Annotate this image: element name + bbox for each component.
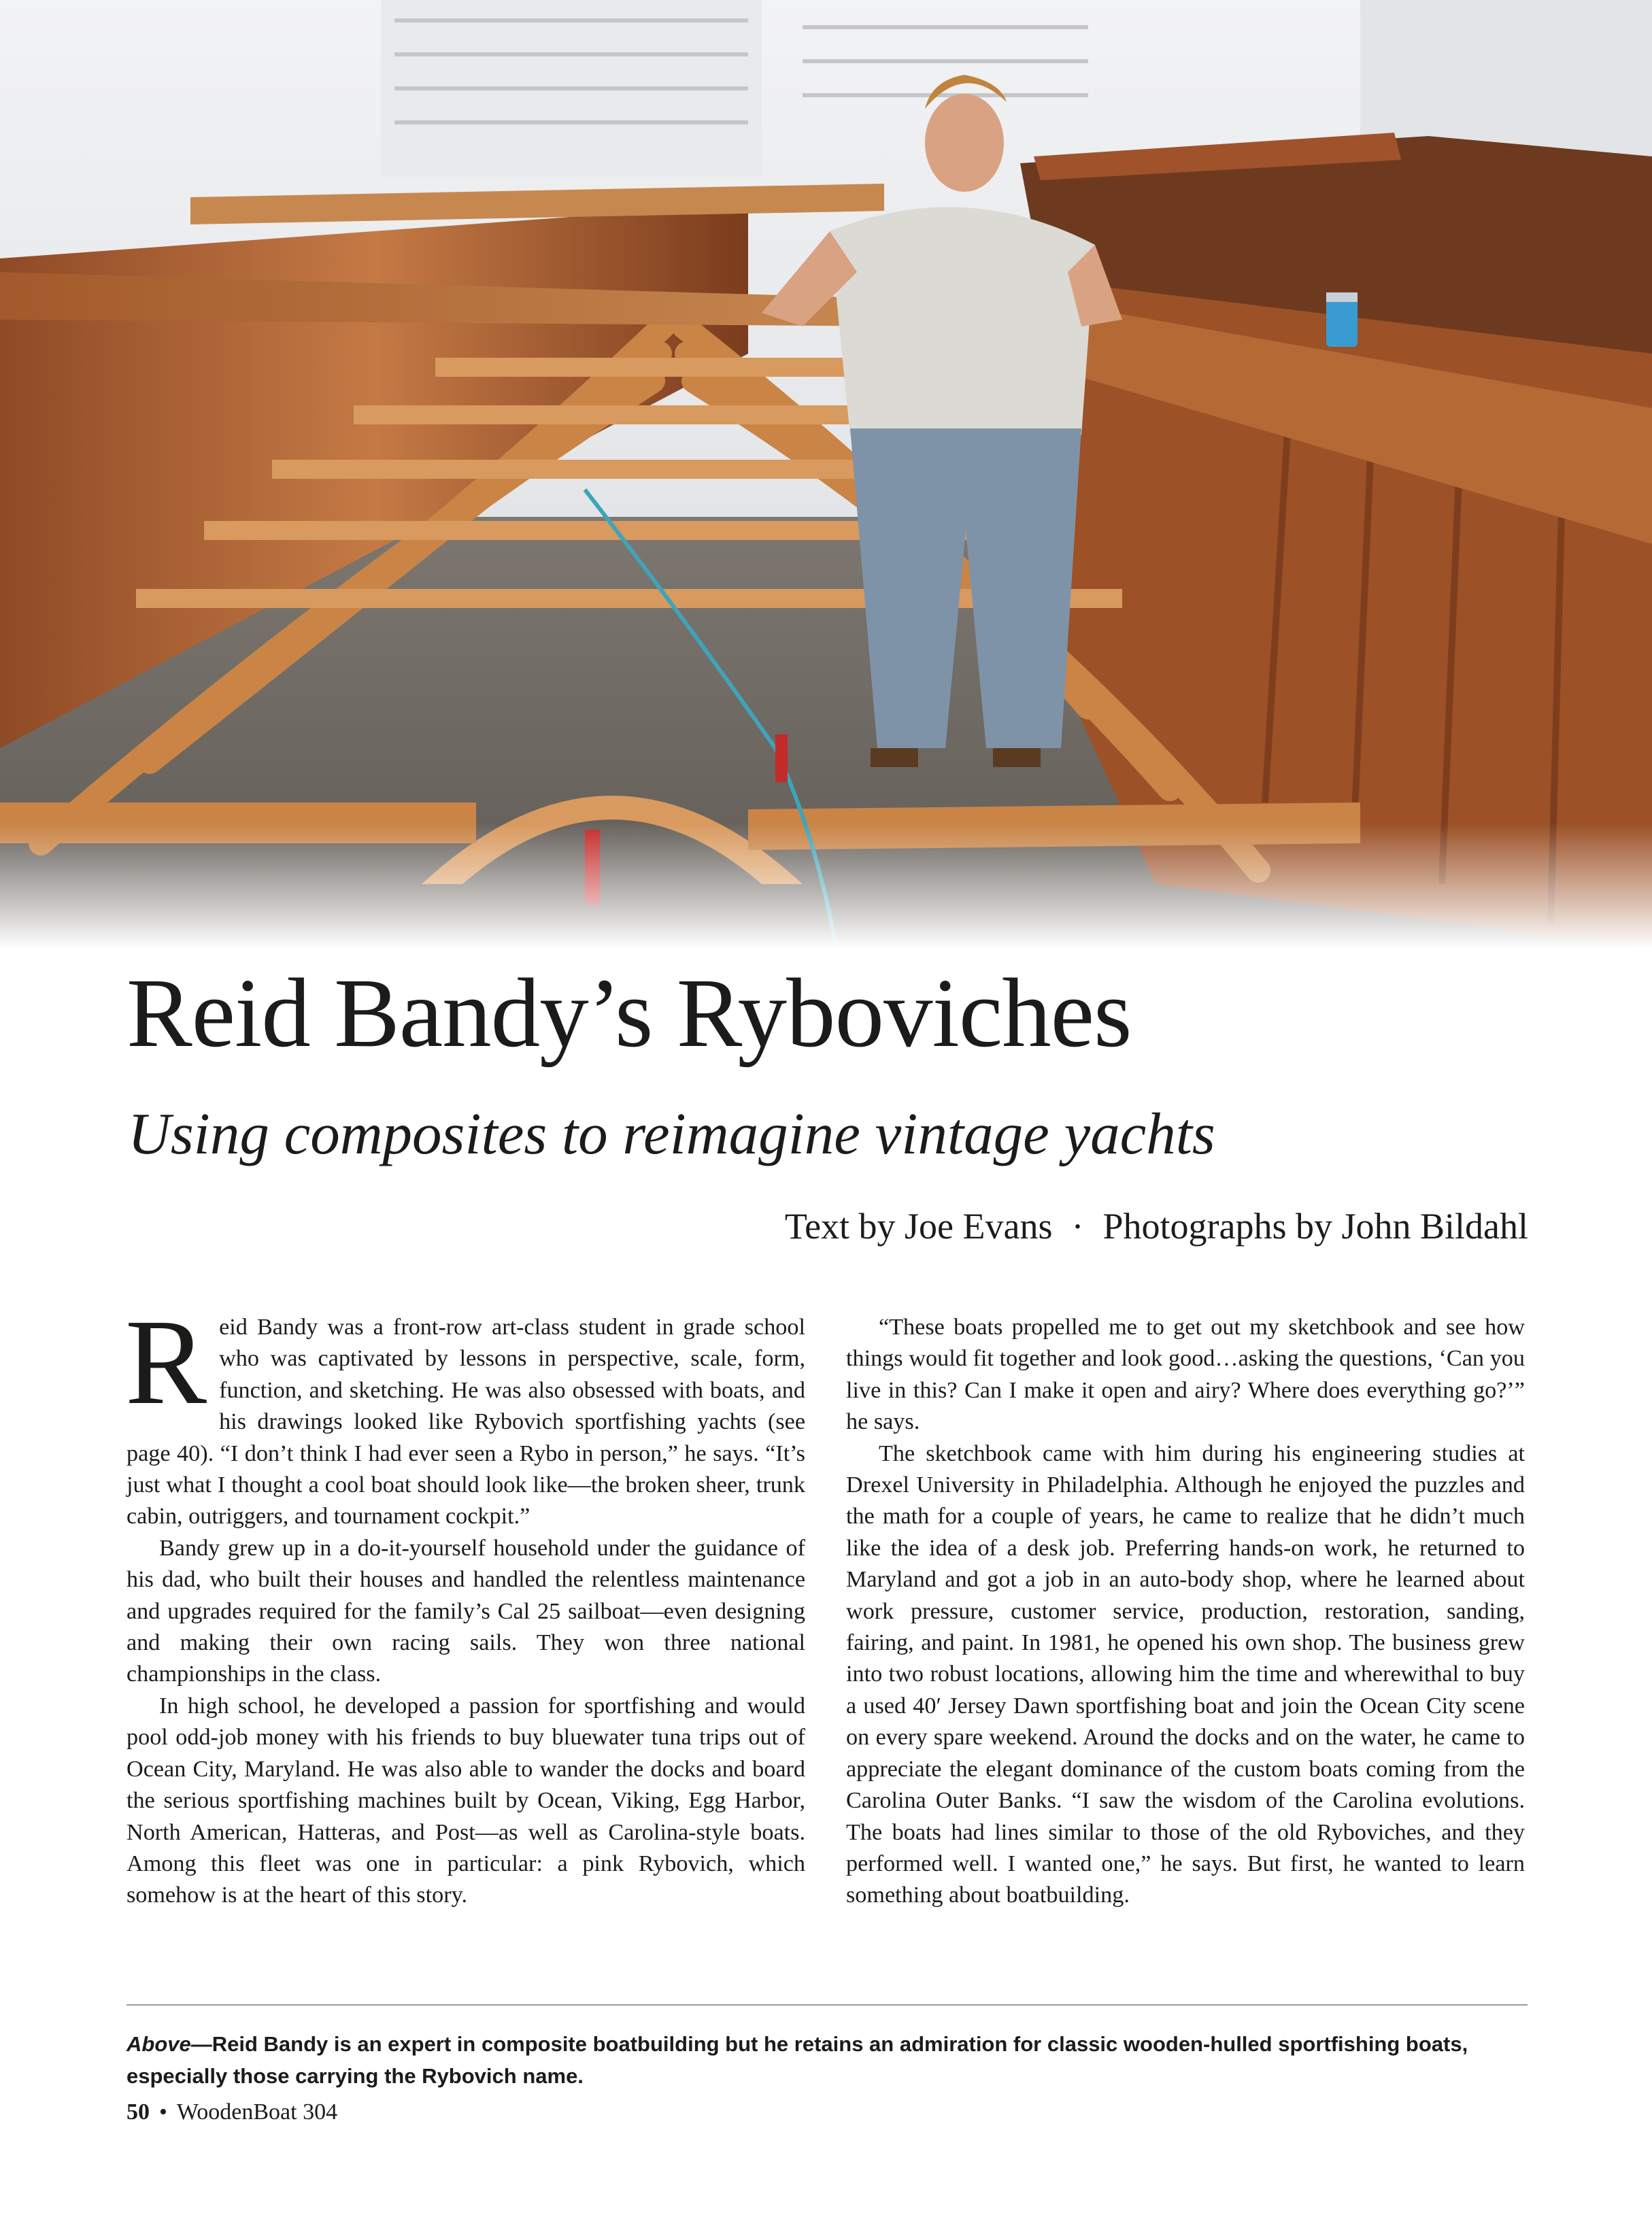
hero-photo — [0, 0, 1652, 949]
caption-divider — [127, 2004, 1528, 2006]
page-number: 50 — [127, 2099, 150, 2125]
caption-dash: — — [190, 2032, 212, 2056]
article-title: Reid Bandy’s Ryboviches — [127, 959, 1132, 1068]
paragraph-1-text: eid Bandy was a front-row art-class student in grade school who was captivated by lessons in perspective, scale, form, function, and sketching. He was also obsessed with boats, and his drawings looked like Rybovich sportfishing yachts (see page 40). “I don’t think I had ever seen a Rybo in person,” he says. “It’s just what I thought a cool boat should look like—the broken sheer, trunk cabin, outriggers, and tournament cockpit.” — [127, 1315, 805, 1530]
magazine-issue: WoodenBoat 304 — [176, 2099, 338, 2125]
article-subtitle: Using composites to reimagine vintage yachts — [128, 1100, 1215, 1166]
paragraph-4: “These boats propelled me to get out my sketchbook and see how things would fit together and look good…asking the questions, ‘Can you live in this? Can I make it open and airy? Where does everything go?’” he says. — [846, 1315, 1525, 1435]
caption-lead: Above — [127, 2032, 191, 2056]
caption-text: Reid Bandy is an expert in composite boatbuilding but he retains an admiration for classic wooden-hulled sportfishing boats, especially those carrying the Rybovich name. — [127, 2032, 1468, 2088]
body-column-right — [846, 1312, 1525, 1912]
page-footer — [127, 2097, 337, 2127]
footer-bullet: • — [159, 2099, 167, 2125]
byline-photographer: Photographs by John Bildahl — [1102, 1206, 1528, 1247]
byline-separator: · — [1071, 1206, 1084, 1247]
paragraph-5: The sketchbook came with him during his engineering studies at Drexel University in Philadelphia. Although he enjoyed the puzzles and the math for a couple of years, he came to realize that he didn’t much like the idea of a desk job. Preferring hands-on work, he returned to Maryland and got a job in an auto-body shop, where he learned about work pressure, customer service, production, restoration, sanding, fairing, and paint. In 1981, he opened his own shop. The business grew into two robust locations, allowing him the time and wherewithal to buy a used 40′ Jersey Dawn sportfishing boat and join the Ocean City scene on every spare weekend. Around the docks and on the water, he came to appreciate the elegant dominance of the custom boats coming from the Carolina Outer Banks. “I saw the wisdom of the Carolina evolutions. The boats had lines similar to those of the old Ryboviches, and they performed well. I wanted one,” he says. But first, he wanted to learn something about boatbuilding. — [846, 1440, 1525, 1908]
boat-hull-photo — [0, 0, 1652, 949]
body-column-left — [125, 1294, 805, 1912]
paragraph-2: Bandy grew up in a do-it-yourself household under the guidance of his dad, who built their houses and handled the relentless maintenance and upgrades required for the family’s Cal 25 sailboat—even designing and making their own racing sails. They won three national championships in the class. — [127, 1535, 805, 1687]
paragraph-3: In high school, he developed a passion for sportfishing and would pool odd-job money with his friends to buy bluewater tuna trips out of Ocean City, Maryland. He was also able to wander the docks and board the serious sportfishing machines built by Ocean, Viking, Egg Harbor, North American, Hatteras, and Post—as well as Carolina-style boats. Among this fleet was one in particular: a pink Rybovich, which somehow is at the heart of this story. — [127, 1693, 805, 1908]
paragraph-1 — [125, 1294, 805, 1533]
byline — [785, 1202, 1528, 1250]
photo-caption — [127, 2028, 1473, 2092]
drop-cap: R — [125, 1294, 207, 1430]
byline-writer: Text by Joe Evans — [784, 1206, 1053, 1247]
